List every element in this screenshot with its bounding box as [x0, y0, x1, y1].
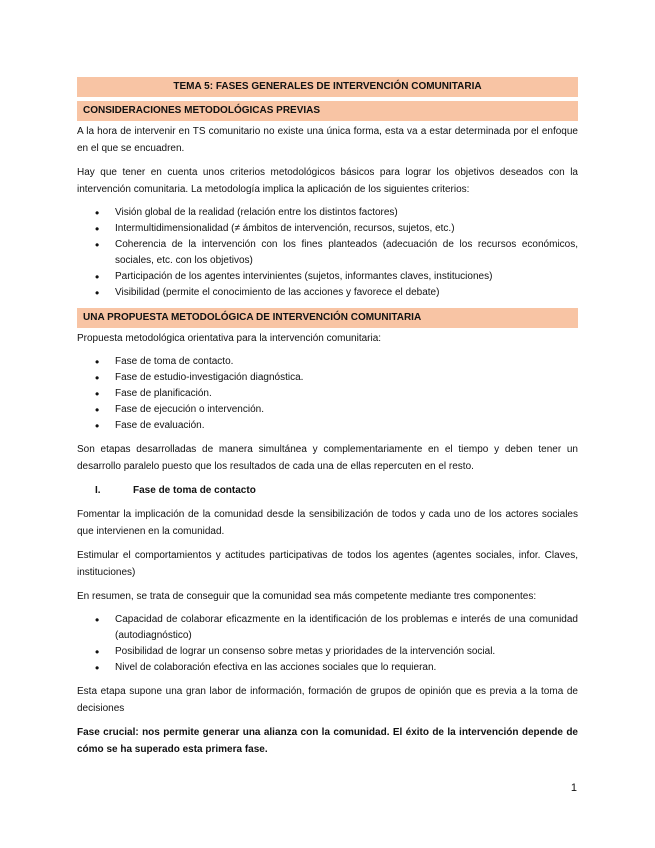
list-item: • Posibilidad de lograr un consenso sobre metas y prioridades de la intervención social. — [77, 644, 578, 660]
paragraph: Propuesta metodológica orientativa para la intervención comunitaria: — [77, 333, 382, 344]
paragraph: Fomentar la implicación de la comunidad desde la sensibilización de todos y cada uno de los actores sociales que intervienen en la comunidad. — [77, 509, 578, 537]
components-list — [77, 612, 578, 676]
list-item: • Fase de estudio-investigación diagnóstica. — [77, 370, 578, 386]
subsection-heading — [77, 482, 578, 499]
list-item: • Fase de evaluación. — [77, 418, 578, 434]
criteria-list — [77, 205, 578, 301]
paragraph-bold: Fase crucial: nos permite generar una alianza con la comunidad. El éxito de la intervención depende de cómo se ha superado esta primera fase. — [77, 727, 578, 755]
list-item: • Nivel de colaboración efectiva en las acciones sociales que lo requieran. — [77, 660, 578, 676]
list-item: • Fase de ejecución o intervención. — [77, 402, 578, 418]
page-title: TEMA 5: FASES GENERALES DE INTERVENCIÓN COMUNITARIA — [77, 77, 578, 97]
list-item: • Fase de toma de contacto. — [77, 354, 578, 370]
list-item: • Intermultidimensionalidad (≠ ámbitos de intervención, recursos, sujetos, etc.) — [77, 221, 578, 237]
paragraph: Esta etapa supone una gran labor de información, formación de grupos de opinión que es previa a la toma de decisiones — [77, 686, 578, 714]
paragraph: En resumen, se trata de conseguir que la comunidad sea más competente mediante tres componentes: — [77, 591, 537, 602]
list-item: • Capacidad de colaborar eficazmente en la identificación de los problemas e interés de una comunidad (autodiagnóstico) — [77, 612, 578, 644]
paragraph: Son etapas desarrolladas de manera simultánea y complementariamente en el tiempo y deben tener un desarrollo paralelo puesto que los resultados de cada una de ellas repercuten en el resto. — [77, 444, 578, 472]
paragraph: Estimular el comportamientos y actitudes participativas de todos los agentes (agentes sociales, infor. Claves, instituciones) — [77, 550, 578, 578]
list-item: • Visión global de la realidad (relación entre los distintos factores) — [77, 205, 578, 221]
list-item: • Participación de los agentes intervinientes (sujetos, informantes claves, instituciones) — [77, 269, 578, 285]
paragraph: Hay que tener en cuenta unos criterios metodológicos básicos para lograr los objetivos deseados con la intervención comunitaria. La metodología implica la aplicación de los siguientes criterios: — [77, 167, 578, 195]
section-heading-propuesta: UNA PROPUESTA METODOLÓGICA DE INTERVENCIÓN COMUNITARIA — [77, 308, 578, 328]
subsection-title: Fase de toma de contacto — [133, 485, 256, 496]
list-item: • Coherencia de la intervención con los fines planteados (adecuación de los recursos económicos, sociales, etc. con los objetivos) — [77, 237, 578, 269]
section-heading-previas: CONSIDERACIONES METODOLÓGICAS PREVIAS — [77, 101, 578, 121]
subsection-numeral: I. — [95, 485, 101, 496]
page-number: 1 — [570, 782, 577, 794]
document-page — [77, 77, 578, 765]
list-item: • Visibilidad (permite el conocimiento de las acciones y favorece el debate) — [77, 285, 578, 301]
phases-list — [77, 354, 578, 434]
list-item: • Fase de planificación. — [77, 386, 578, 402]
paragraph: A la hora de intervenir en TS comunitario no existe una única forma, esta va a estar determinada por el enfoque en el que se encuadren. — [77, 126, 578, 154]
